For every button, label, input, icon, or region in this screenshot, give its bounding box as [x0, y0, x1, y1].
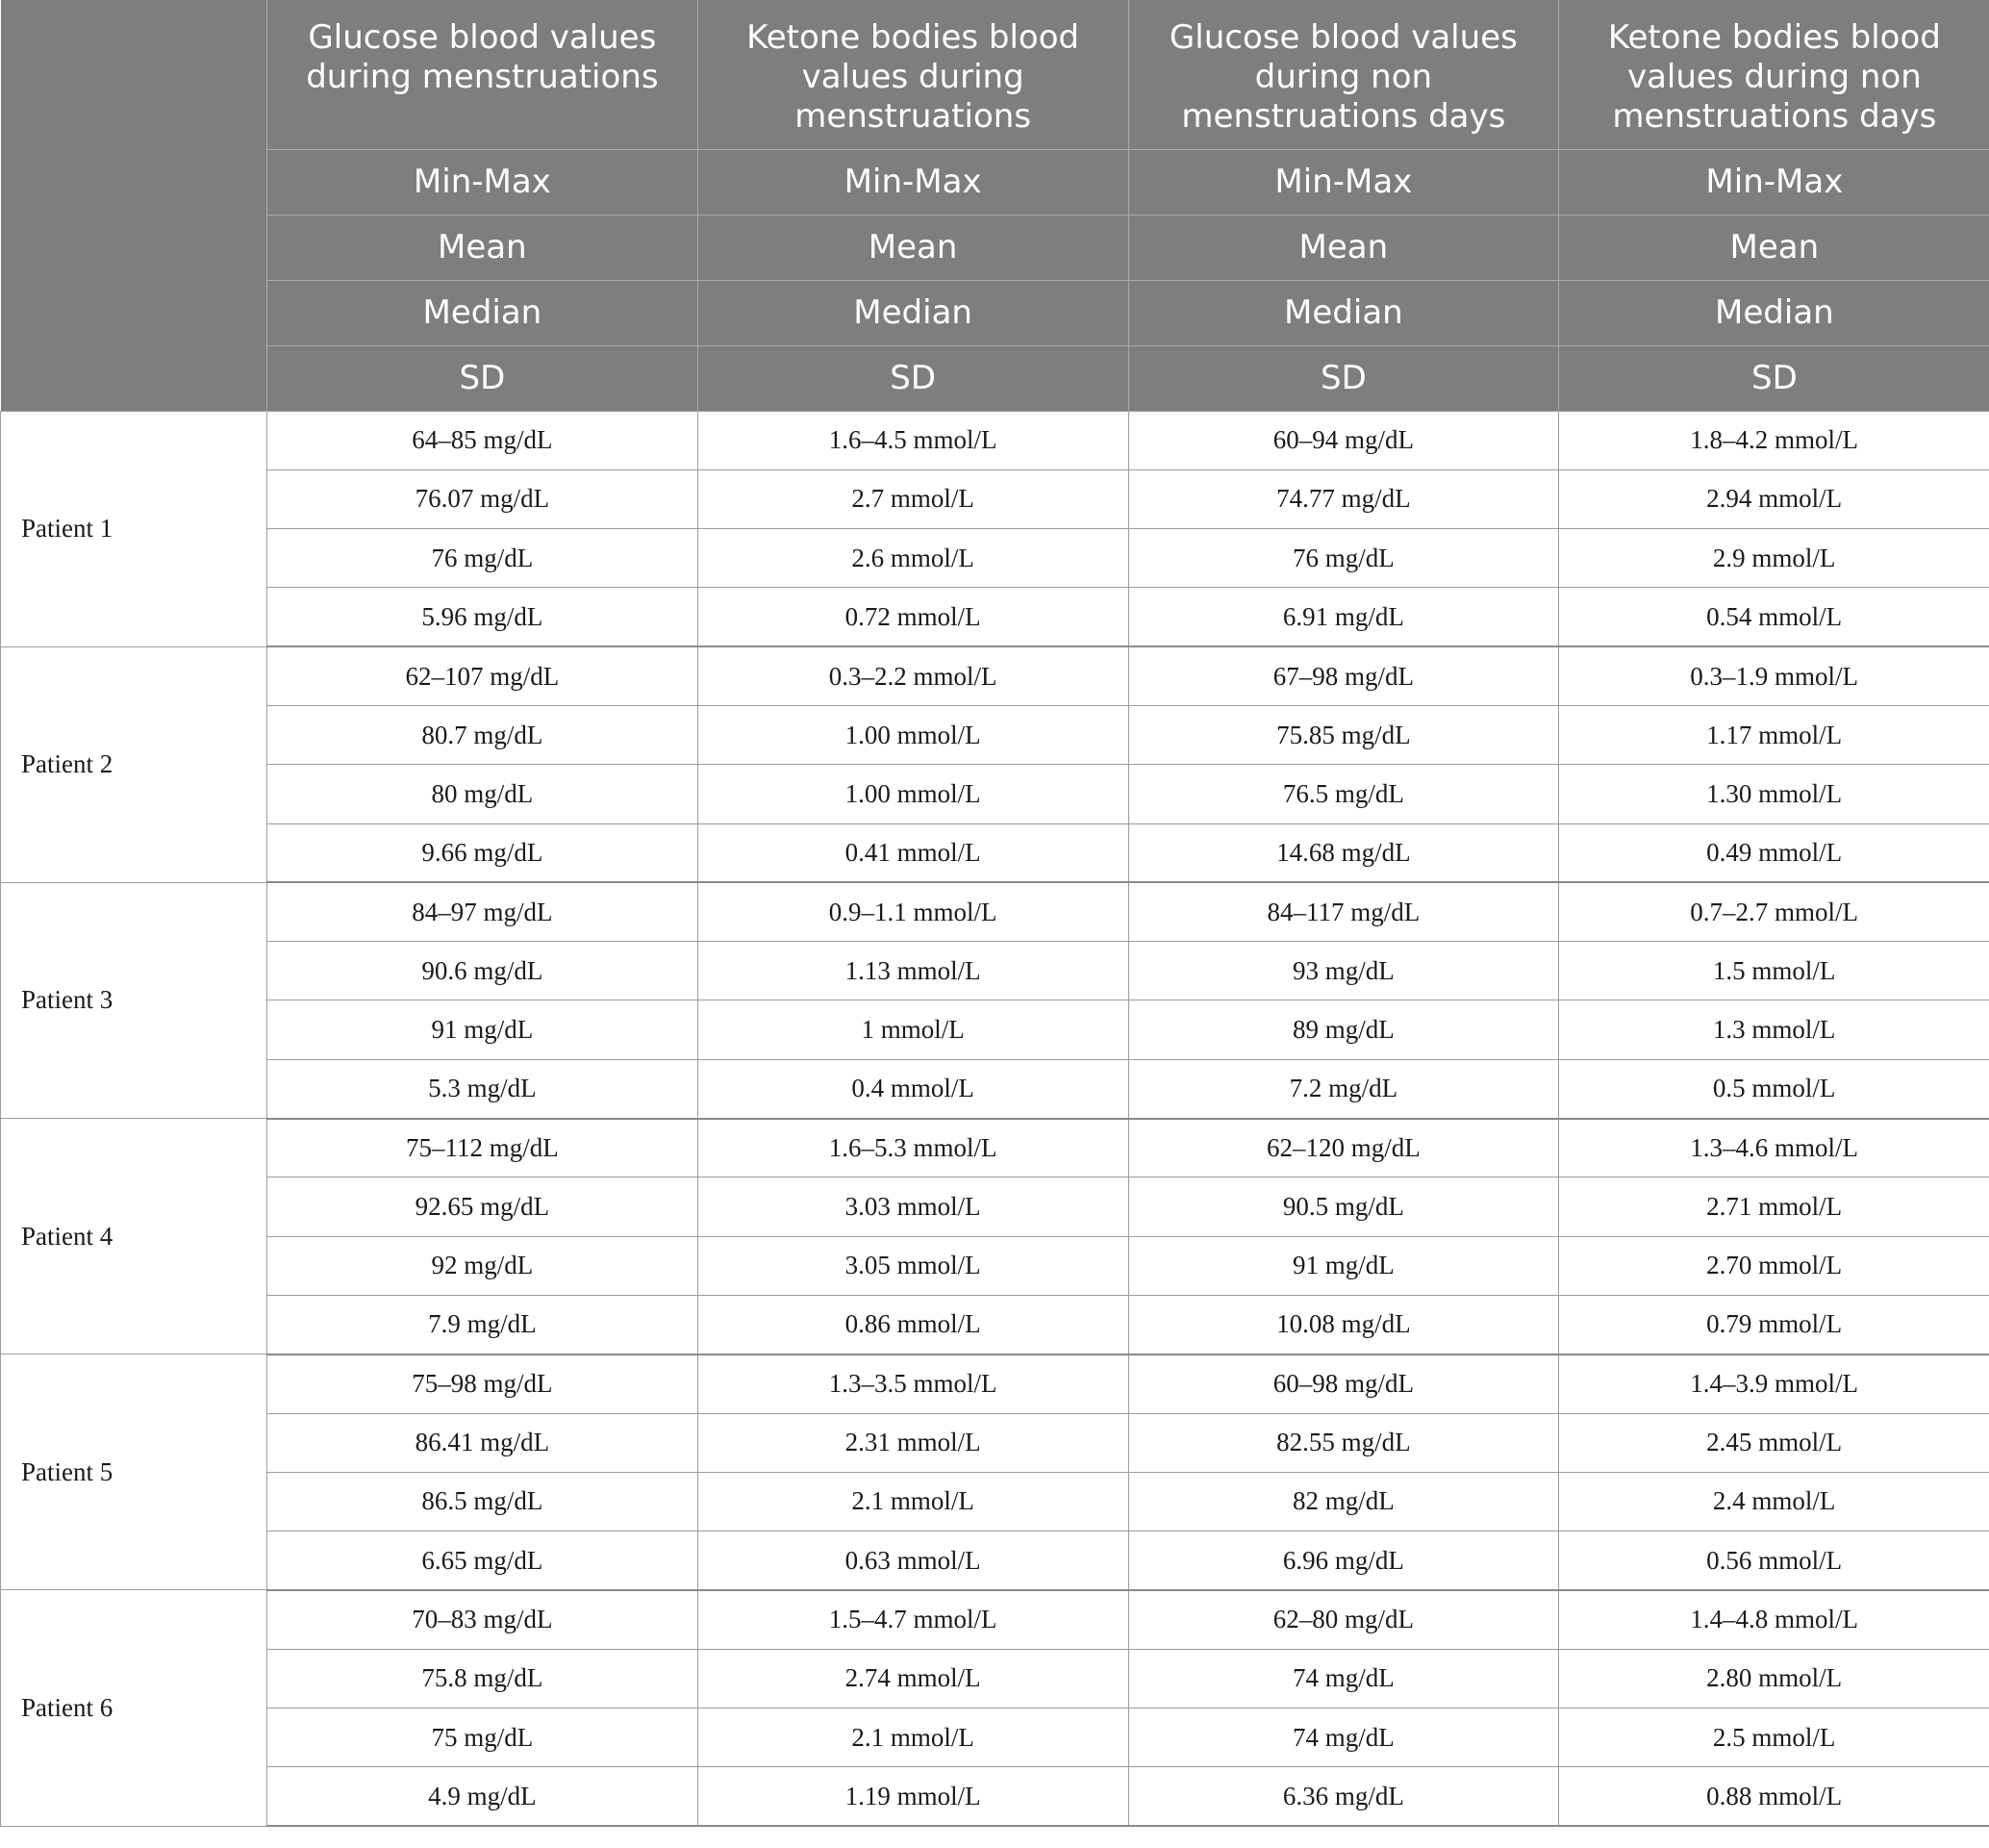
table-row [1, 1767, 1989, 1826]
stat-label: Median [1559, 280, 1989, 345]
table-cell: 2.45 mmol/L [1559, 1413, 1989, 1472]
table-row [1, 588, 1989, 646]
table-cell: 93 mg/dL [1128, 942, 1559, 1000]
table-cell: 75–98 mg/dL [267, 1354, 698, 1413]
table-row [1, 1354, 1989, 1413]
table-cell: 3.05 mmol/L [697, 1236, 1128, 1295]
table-cell: 0.4 mmol/L [697, 1059, 1128, 1118]
table-row [1, 942, 1989, 1000]
header-stat-row-median [1, 280, 1989, 345]
table-cell: 1.6–5.3 mmol/L [697, 1119, 1128, 1177]
table-cell: 7.9 mg/dL [267, 1295, 698, 1354]
table-cell: 75.8 mg/dL [267, 1649, 698, 1708]
patient-label: Patient 3 [1, 882, 267, 1118]
table-cell: 3.03 mmol/L [697, 1177, 1128, 1236]
table-cell: 0.9–1.1 mmol/L [697, 882, 1128, 941]
table-cell: 70–83 mg/dL [267, 1590, 698, 1649]
stat-label: Mean [1559, 215, 1989, 280]
header-corner-cell [1, 0, 267, 411]
table-cell: 2.6 mmol/L [697, 529, 1128, 588]
column-header-glucose-menstruation: Glucose blood values during menstruations [267, 0, 698, 149]
table-cell: 74 mg/dL [1128, 1649, 1559, 1708]
table-cell: 1.4–3.9 mmol/L [1559, 1354, 1989, 1413]
table-cell: 0.7–2.7 mmol/L [1559, 882, 1989, 941]
patient-label: Patient 4 [1, 1119, 267, 1354]
stat-label: SD [697, 345, 1128, 411]
patient-label: Patient 5 [1, 1354, 267, 1590]
table-cell: 0.86 mmol/L [697, 1295, 1128, 1354]
table-cell: 86.41 mg/dL [267, 1413, 698, 1472]
table-cell: 0.88 mmol/L [1559, 1767, 1989, 1826]
patient-label: Patient 2 [1, 646, 267, 882]
table-cell: 62–80 mg/dL [1128, 1590, 1559, 1649]
table-cell: 67–98 mg/dL [1128, 646, 1559, 705]
table-cell: 1.3 mmol/L [1559, 1000, 1989, 1059]
table-cell: 2.7 mmol/L [697, 469, 1128, 528]
table-row [1, 1413, 1989, 1472]
table-body [1, 411, 1989, 1826]
table-cell: 6.96 mg/dL [1128, 1532, 1559, 1590]
table-cell: 92 mg/dL [267, 1236, 698, 1295]
table-cell: 6.36 mg/dL [1128, 1767, 1559, 1826]
table-cell: 62–107 mg/dL [267, 646, 698, 705]
table-cell: 1.00 mmol/L [697, 705, 1128, 764]
table-row [1, 882, 1989, 941]
table-cell: 86.5 mg/dL [267, 1472, 698, 1531]
table-cell: 0.3–2.2 mmol/L [697, 646, 1128, 705]
table-cell: 0.3–1.9 mmol/L [1559, 646, 1989, 705]
table-cell: 2.4 mmol/L [1559, 1472, 1989, 1531]
table-cell: 76 mg/dL [267, 529, 698, 588]
table-cell: 84–97 mg/dL [267, 882, 698, 941]
table-cell: 7.2 mg/dL [1128, 1059, 1559, 1118]
table-row [1, 1472, 1989, 1531]
table-cell: 2.31 mmol/L [697, 1413, 1128, 1472]
table-cell: 76.5 mg/dL [1128, 765, 1559, 823]
header-stat-row-min-max [1, 149, 1989, 215]
table-row [1, 1295, 1989, 1354]
table-cell: 1.13 mmol/L [697, 942, 1128, 1000]
stat-label: Min-Max [1128, 149, 1559, 215]
table-cell: 0.54 mmol/L [1559, 588, 1989, 646]
header-stat-row-mean [1, 215, 1989, 280]
table-cell: 64–85 mg/dL [267, 411, 698, 469]
table-row [1, 1709, 1989, 1767]
table-cell: 2.94 mmol/L [1559, 469, 1989, 528]
table-cell: 1.5–4.7 mmol/L [697, 1590, 1128, 1649]
column-header-glucose-non-menstruation: Glucose blood values during non menstruations days [1128, 0, 1559, 149]
table-cell: 2.80 mmol/L [1559, 1649, 1989, 1708]
table-cell: 2.9 mmol/L [1559, 529, 1989, 588]
table-cell: 10.08 mg/dL [1128, 1295, 1559, 1354]
table-cell: 74.77 mg/dL [1128, 469, 1559, 528]
stat-label: SD [1128, 345, 1559, 411]
table-cell: 82 mg/dL [1128, 1472, 1559, 1531]
header-title-row [1, 0, 1989, 149]
table-cell: 89 mg/dL [1128, 1000, 1559, 1059]
stat-label: Median [697, 280, 1128, 345]
table-cell: 0.72 mmol/L [697, 588, 1128, 646]
table-cell: 2.1 mmol/L [697, 1709, 1128, 1767]
table-row [1, 1177, 1989, 1236]
table-cell: 1.5 mmol/L [1559, 942, 1989, 1000]
table-cell: 0.79 mmol/L [1559, 1295, 1989, 1354]
table-cell: 14.68 mg/dL [1128, 823, 1559, 882]
table-row [1, 1532, 1989, 1590]
table-cell: 1.19 mmol/L [697, 1767, 1128, 1826]
patient-label: Patient 1 [1, 411, 267, 646]
table-cell: 1.6–4.5 mmol/L [697, 411, 1128, 469]
table-cell: 80.7 mg/dL [267, 705, 698, 764]
table-row [1, 1119, 1989, 1177]
stat-label: Mean [267, 215, 698, 280]
table-cell: 62–120 mg/dL [1128, 1119, 1559, 1177]
column-header-ketone-menstruation: Ketone bodies blood values during menstruations [697, 0, 1128, 149]
table-cell: 75.85 mg/dL [1128, 705, 1559, 764]
table-cell: 1.4–4.8 mmol/L [1559, 1590, 1989, 1649]
table-cell: 9.66 mg/dL [267, 823, 698, 882]
table-row [1, 705, 1989, 764]
table-cell: 90.6 mg/dL [267, 942, 698, 1000]
table-cell: 1.17 mmol/L [1559, 705, 1989, 764]
table-cell: 0.49 mmol/L [1559, 823, 1989, 882]
header-stat-row-sd [1, 345, 1989, 411]
table-row [1, 529, 1989, 588]
table-cell: 76.07 mg/dL [267, 469, 698, 528]
table-row [1, 1590, 1989, 1649]
table-cell: 1.8–4.2 mmol/L [1559, 411, 1989, 469]
table-row [1, 1649, 1989, 1708]
table-cell: 92.65 mg/dL [267, 1177, 698, 1236]
stat-label: Min-Max [697, 149, 1128, 215]
table-row [1, 765, 1989, 823]
table-header [1, 0, 1989, 411]
table-row [1, 411, 1989, 469]
table-cell: 82.55 mg/dL [1128, 1413, 1559, 1472]
table-cell: 2.5 mmol/L [1559, 1709, 1989, 1767]
stat-label: Mean [697, 215, 1128, 280]
table-cell: 2.70 mmol/L [1559, 1236, 1989, 1295]
table-cell: 2.1 mmol/L [697, 1472, 1128, 1531]
table-cell: 0.41 mmol/L [697, 823, 1128, 882]
table-cell: 80 mg/dL [267, 765, 698, 823]
table-cell: 84–117 mg/dL [1128, 882, 1559, 941]
table-cell: 60–98 mg/dL [1128, 1354, 1559, 1413]
table-cell: 1.3–3.5 mmol/L [697, 1354, 1128, 1413]
table-cell: 74 mg/dL [1128, 1709, 1559, 1767]
stat-label: Min-Max [1559, 149, 1989, 215]
table-cell: 1 mmol/L [697, 1000, 1128, 1059]
stat-label: Mean [1128, 215, 1559, 280]
table-cell: 0.63 mmol/L [697, 1532, 1128, 1590]
patient-label: Patient 6 [1, 1590, 267, 1826]
table-cell: 91 mg/dL [1128, 1236, 1559, 1295]
table-cell: 5.96 mg/dL [267, 588, 698, 646]
table-cell: 75 mg/dL [267, 1709, 698, 1767]
stat-label: SD [267, 345, 698, 411]
table-row [1, 469, 1989, 528]
column-header-ketone-non-menstruation: Ketone bodies blood values during non menstruations days [1559, 0, 1989, 149]
table-cell: 6.91 mg/dL [1128, 588, 1559, 646]
table-cell: 1.00 mmol/L [697, 765, 1128, 823]
table-cell: 90.5 mg/dL [1128, 1177, 1559, 1236]
table-cell: 4.9 mg/dL [267, 1767, 698, 1826]
stat-label: Median [267, 280, 698, 345]
stat-label: Min-Max [267, 149, 698, 215]
table-row [1, 646, 1989, 705]
stat-label: SD [1559, 345, 1989, 411]
table-cell: 2.71 mmol/L [1559, 1177, 1989, 1236]
table-cell: 2.74 mmol/L [697, 1649, 1128, 1708]
table-cell: 0.5 mmol/L [1559, 1059, 1989, 1118]
table-row [1, 823, 1989, 882]
table-row [1, 1000, 1989, 1059]
table-cell: 1.3–4.6 mmol/L [1559, 1119, 1989, 1177]
table-cell: 1.30 mmol/L [1559, 765, 1989, 823]
table-cell: 6.65 mg/dL [267, 1532, 698, 1590]
table-cell: 5.3 mg/dL [267, 1059, 698, 1118]
stat-label: Median [1128, 280, 1559, 345]
table-cell: 0.56 mmol/L [1559, 1532, 1989, 1590]
table-cell: 91 mg/dL [267, 1000, 698, 1059]
table-row [1, 1059, 1989, 1118]
table-cell: 75–112 mg/dL [267, 1119, 698, 1177]
table-row [1, 1236, 1989, 1295]
table-cell: 60–94 mg/dL [1128, 411, 1559, 469]
table-cell: 76 mg/dL [1128, 529, 1559, 588]
